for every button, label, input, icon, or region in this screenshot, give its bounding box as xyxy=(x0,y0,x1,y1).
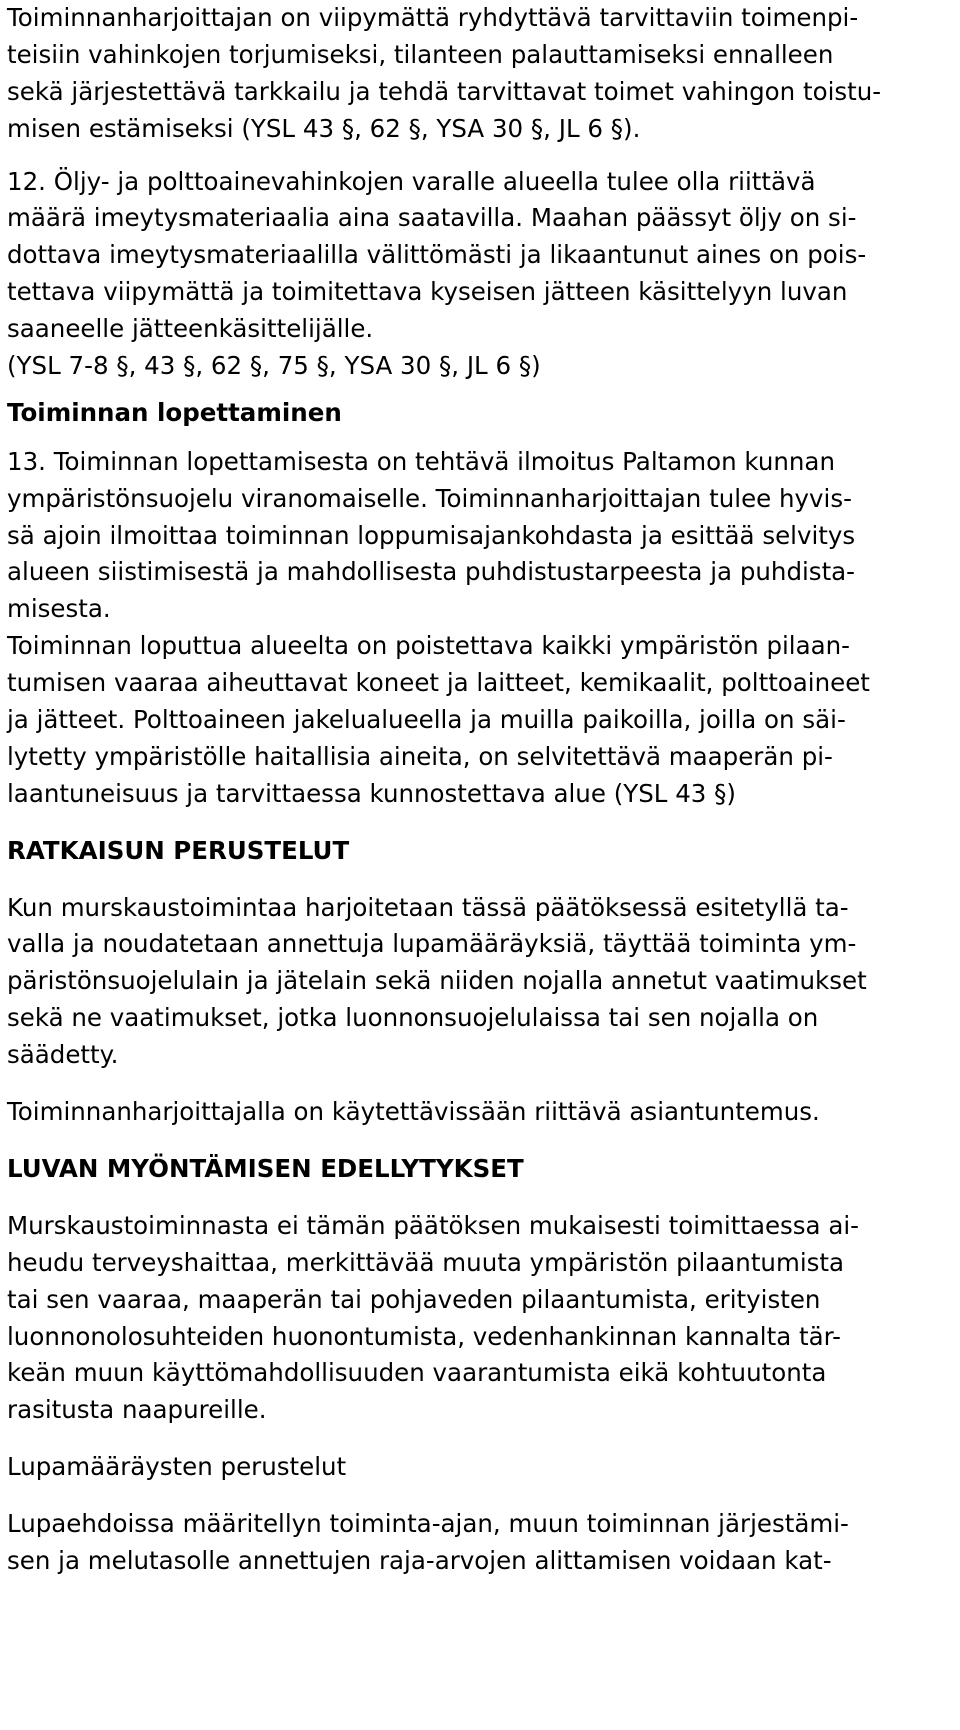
text-line: Murskaustoiminnasta ei tämän päätöksen mukaisesti toimittaessa ai- xyxy=(7,1210,860,1240)
text-line: valla ja noudatetaan annettuja lupamääräyksiä, täyttää toiminta ym- xyxy=(7,929,857,959)
text-line: laantuneisuus ja tarvittaessa kunnostettava alue (YSL 43 §) xyxy=(7,778,736,808)
text-line: luonnonolosuhteiden huonontumista, vedenhankinnan kannalta tär- xyxy=(7,1321,841,1351)
paragraph-lupamaaraysten-perustelut xyxy=(7,1506,957,1580)
heading-toiminnan-lopettaminen: Toiminnan lopettaminen xyxy=(7,397,342,427)
text-line: misen estämiseksi (YSL 43 §, 62 §, YSA 30 §, JL 6 §). xyxy=(7,113,641,143)
paragraph-13 xyxy=(7,444,957,813)
text-line: säädetty. xyxy=(7,1040,119,1070)
paragraph-ratkaisun-perustelut xyxy=(7,890,957,1074)
text-line: sekä järjestettävä tarkkailu ja tehdä tarvittavat toimet vahingon toistu- xyxy=(7,76,882,106)
paragraph-12 xyxy=(7,164,957,385)
paragraph-asiantuntemus: Toiminnanharjoittajalla on käytettävissään riittävä asiantuntemus. xyxy=(7,1097,820,1127)
text-line: ja jätteet. Polttoaineen jakelualueella ja muilla paikoilla, joilla on säi- xyxy=(7,705,846,735)
heading-luvan-myontamisen-edellytykset: LUVAN MYÖNTÄMISEN EDELLYTYKSET xyxy=(7,1153,524,1183)
text-line: lytetty ympäristölle haitallisia aineita, on selvitettävä maaperän pi- xyxy=(7,741,833,771)
text-line: heudu terveyshaittaa, merkittävää muuta ympäristön pilaantumista xyxy=(7,1247,845,1277)
text-line: sen ja melutasolle annettujen raja-arvojen alittamisen voidaan kat- xyxy=(7,1545,832,1575)
text-line: tettava viipymättä ja toimitettava kyseisen jätteen käsittelyyn luvan xyxy=(7,277,848,307)
text-line: 12. Öljy- ja polttoainevahinkojen varalle alueella tulee olla riittävä xyxy=(7,166,816,196)
text-line: keän muun käyttömahdollisuuden vaarantumista eikä kohtuutonta xyxy=(7,1358,827,1388)
text-line: määrä imeytysmateriaalia aina saatavilla. Maahan päässyt öljy on si- xyxy=(7,203,857,233)
text-line: ympäristönsuojelu viranomaiselle. Toiminnanharjoittajan tulee hyvis- xyxy=(7,483,852,513)
document-page xyxy=(7,0,957,1580)
text-line: tai sen vaaraa, maaperän tai pohjaveden pilaantumista, erityisten xyxy=(7,1284,821,1314)
heading-ratkaisun-perustelut: RATKAISUN PERUSTELUT xyxy=(7,835,350,865)
text-line: Toiminnan loputtua alueelta on poistettava kaikki ympäristön pilaan- xyxy=(7,631,851,661)
paragraph-11-continuation xyxy=(7,0,957,148)
text-line: alueen siistimisestä ja mahdollisesta puhdistustarpeesta ja puhdista- xyxy=(7,557,856,587)
text-line: Toiminnanharjoittajan on viipymättä ryhdyttävä tarvittaviin toimenpi- xyxy=(7,3,859,32)
text-line: misesta. xyxy=(7,594,111,624)
text-line: sekä ne vaatimukset, jotka luonnonsuojelulaissa tai sen nojalla on xyxy=(7,1003,819,1033)
text-line: päristönsuojelulain ja jätelain sekä niiden nojalla annetut vaatimukset xyxy=(7,966,867,996)
text-line: (YSL 7-8 §, 43 §, 62 §, 75 §, YSA 30 §, JL 6 §) xyxy=(7,351,541,381)
text-line: dottava imeytysmateriaalilla välittömästi ja likaantunut aines on pois- xyxy=(7,240,867,270)
text-line: sä ajoin ilmoittaa toiminnan loppumisajankohdasta ja esittää selvitys xyxy=(7,520,856,550)
heading-lupamaaraysten-perustelut: Lupamääräysten perustelut xyxy=(7,1452,347,1482)
text-line: Lupaehdoissa määritellyn toiminta-ajan, muun toiminnan järjestämi- xyxy=(7,1509,849,1539)
text-line: Kun murskaustoimintaa harjoitetaan tässä päätöksessä esitetyllä ta- xyxy=(7,892,849,922)
text-line: saaneelle jätteenkäsittelijälle. xyxy=(7,314,374,344)
text-line: 13. Toiminnan lopettamisesta on tehtävä ilmoitus Paltamon kunnan xyxy=(7,446,835,476)
text-line: rasitusta naapureille. xyxy=(7,1395,267,1425)
paragraph-edellytykset xyxy=(7,1208,957,1429)
text-line: teisiin vahinkojen torjumiseksi, tilanteen palauttamiseksi ennalleen xyxy=(7,39,834,69)
text-line: tumisen vaaraa aiheuttavat koneet ja laitteet, kemikaalit, polttoaineet xyxy=(7,668,870,698)
